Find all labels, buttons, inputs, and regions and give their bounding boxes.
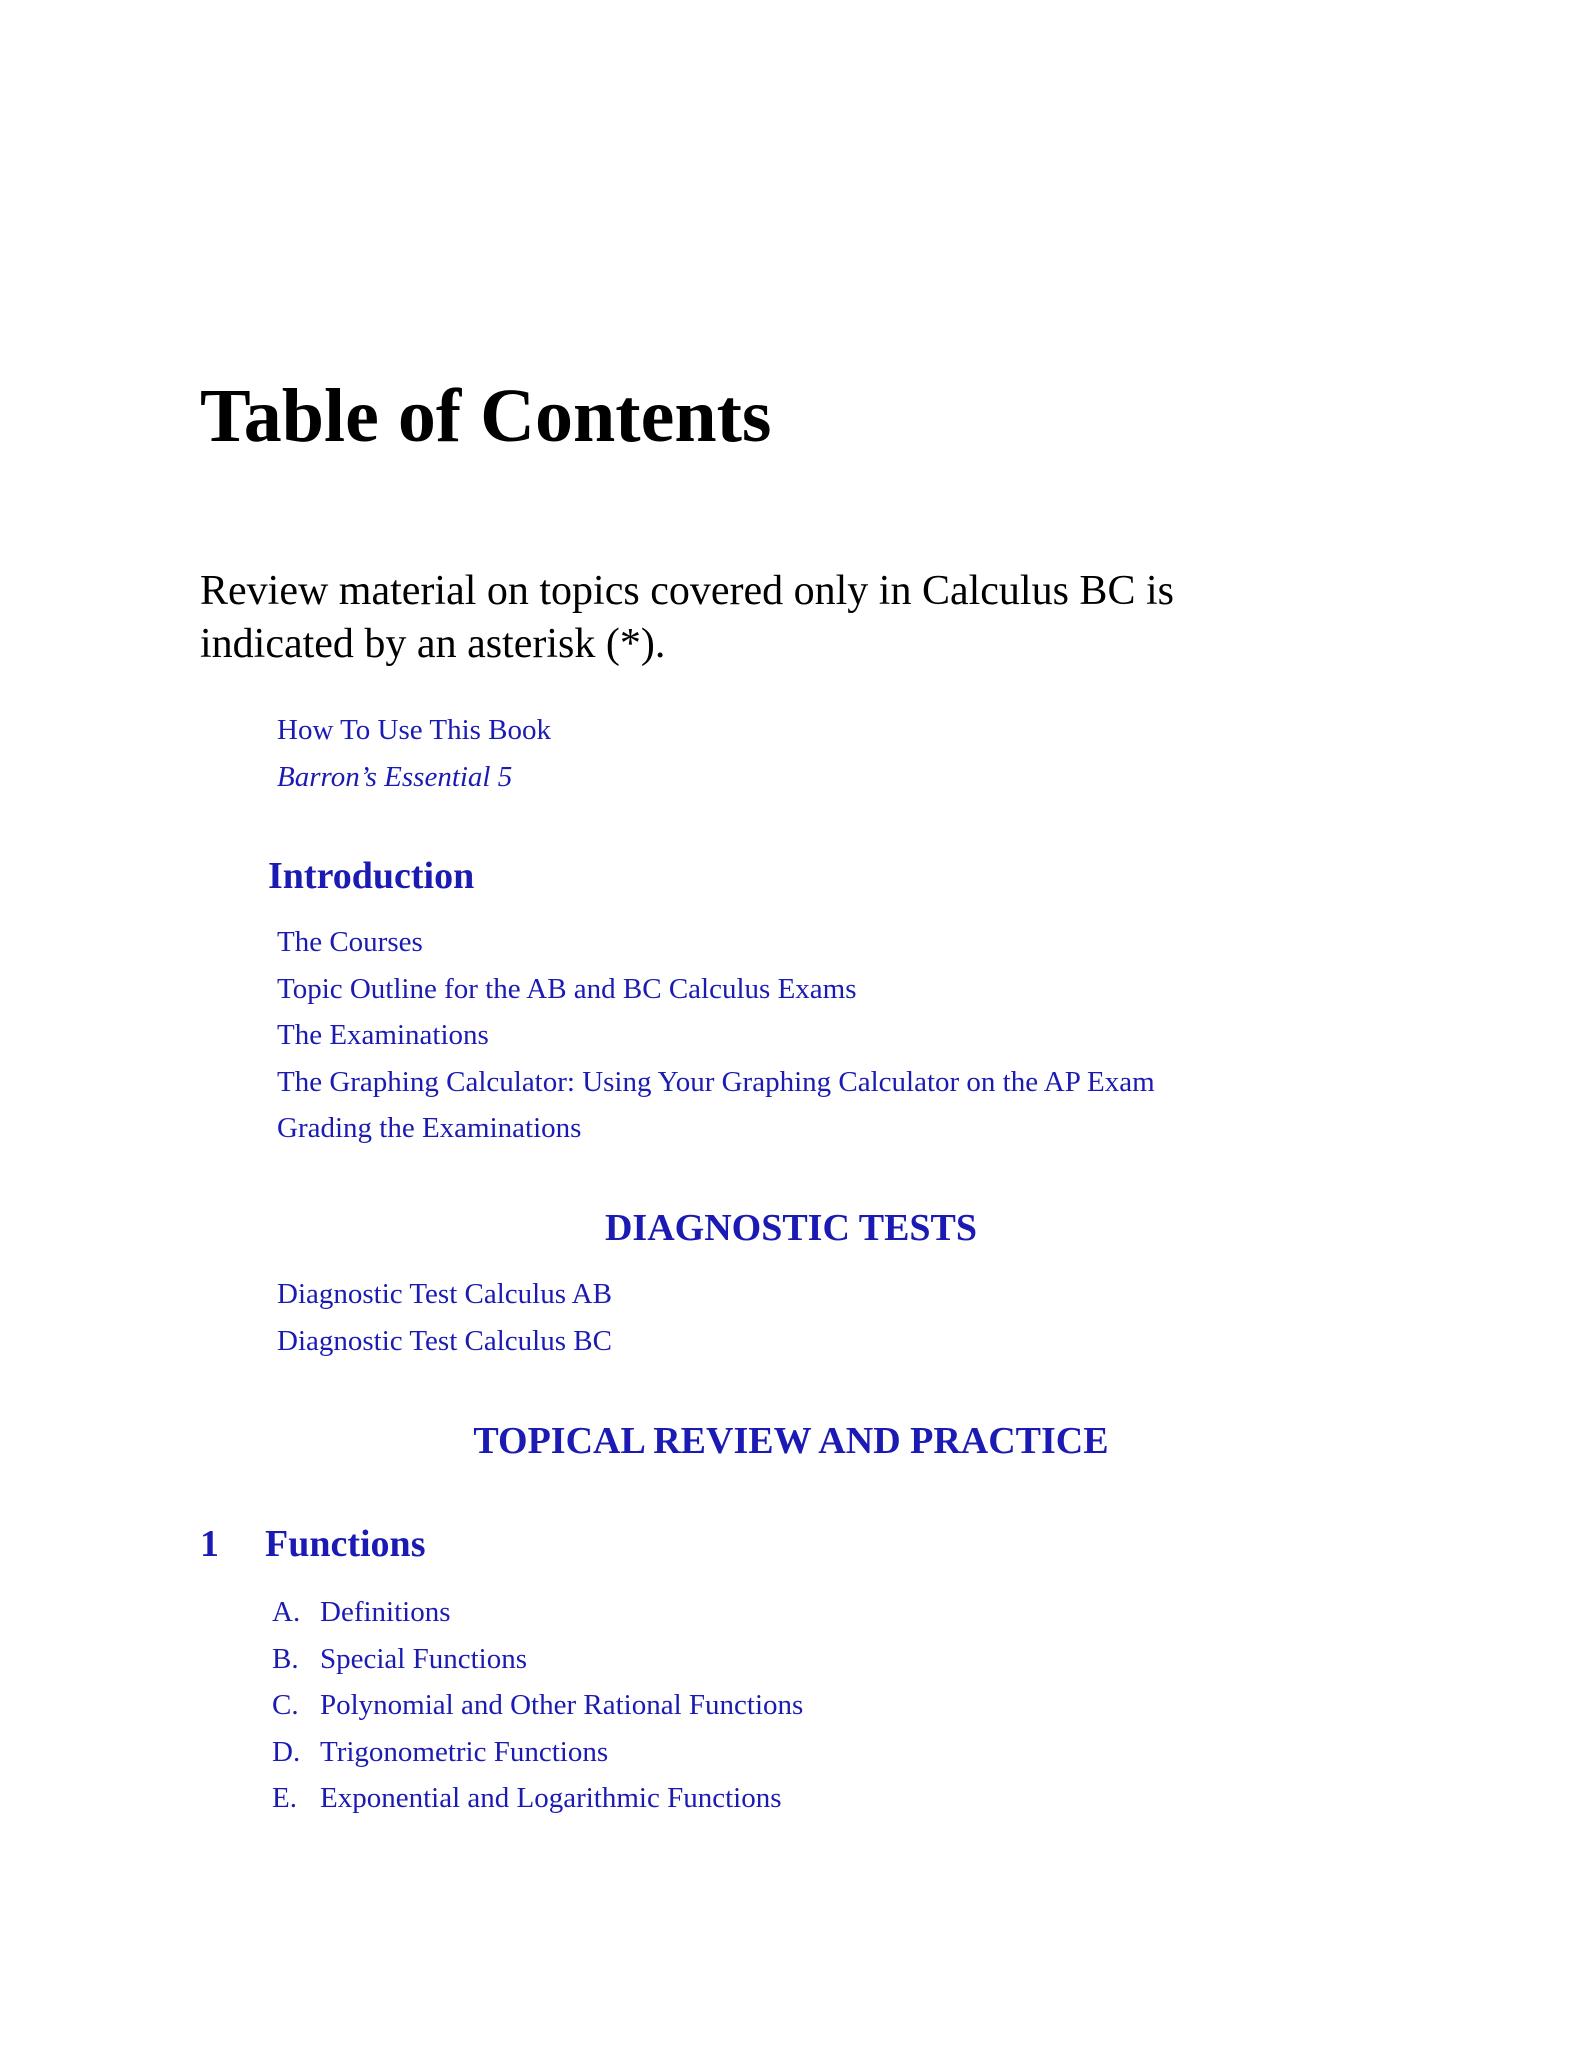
section-heading-introduction[interactable]: Introduction	[268, 855, 475, 897]
toc-subitem-definitions[interactable]	[272, 1598, 451, 1627]
chapter-number: 1	[200, 1523, 219, 1565]
subitem-letter: C.	[272, 1689, 299, 1721]
chapter-title-functions[interactable]: Functions	[265, 1523, 426, 1565]
toc-link-how-to-use[interactable]: How To Use This Book	[277, 714, 552, 746]
toc-link-topic-outline[interactable]: Topic Outline for the AB and BC Calculus Exams	[277, 973, 857, 1005]
page-title: Table of Contents	[200, 374, 772, 458]
subitem-label: Polynomial and Other Rational Functions	[320, 1689, 804, 1721]
subitem-label: Definitions	[320, 1596, 451, 1628]
toc-link-barrons-essential-5[interactable]: Barron’s Essential 5	[277, 761, 513, 793]
subitem-label: Trigonometric Functions	[320, 1736, 609, 1768]
intro-note: Review material on topics covered only in Calculus BC is indicated by an asterisk (*).	[200, 568, 1174, 667]
toc-subitem-exponential-logarithmic[interactable]	[272, 1784, 782, 1813]
toc-subitem-trigonometric-functions[interactable]	[272, 1738, 608, 1767]
toc-subitem-special-functions[interactable]	[272, 1645, 527, 1674]
section-heading-topical-review[interactable]: TOPICAL REVIEW AND PRACTICE	[473, 1420, 1109, 1462]
subitem-letter: B.	[272, 1643, 299, 1675]
toc-link-the-examinations[interactable]: The Examinations	[277, 1019, 489, 1051]
subitem-label: Exponential and Logarithmic Functions	[320, 1782, 782, 1814]
subitem-letter: A.	[272, 1596, 301, 1628]
subitem-letter: E.	[272, 1782, 297, 1814]
toc-subitem-polynomial-functions[interactable]	[272, 1691, 803, 1720]
toc-link-grading-examinations[interactable]: Grading the Examinations	[277, 1112, 582, 1144]
subitem-letter: D.	[272, 1736, 301, 1768]
toc-link-diagnostic-bc[interactable]: Diagnostic Test Calculus BC	[277, 1325, 612, 1357]
section-heading-diagnostic-tests[interactable]: DIAGNOSTIC TESTS	[604, 1207, 978, 1249]
toc-link-the-courses[interactable]: The Courses	[277, 926, 423, 958]
toc-link-diagnostic-ab[interactable]: Diagnostic Test Calculus AB	[277, 1278, 612, 1310]
subitem-label: Special Functions	[320, 1643, 528, 1675]
toc-link-graphing-calculator[interactable]: The Graphing Calculator: Using Your Graphing Calculator on the AP Exam	[277, 1066, 1155, 1098]
